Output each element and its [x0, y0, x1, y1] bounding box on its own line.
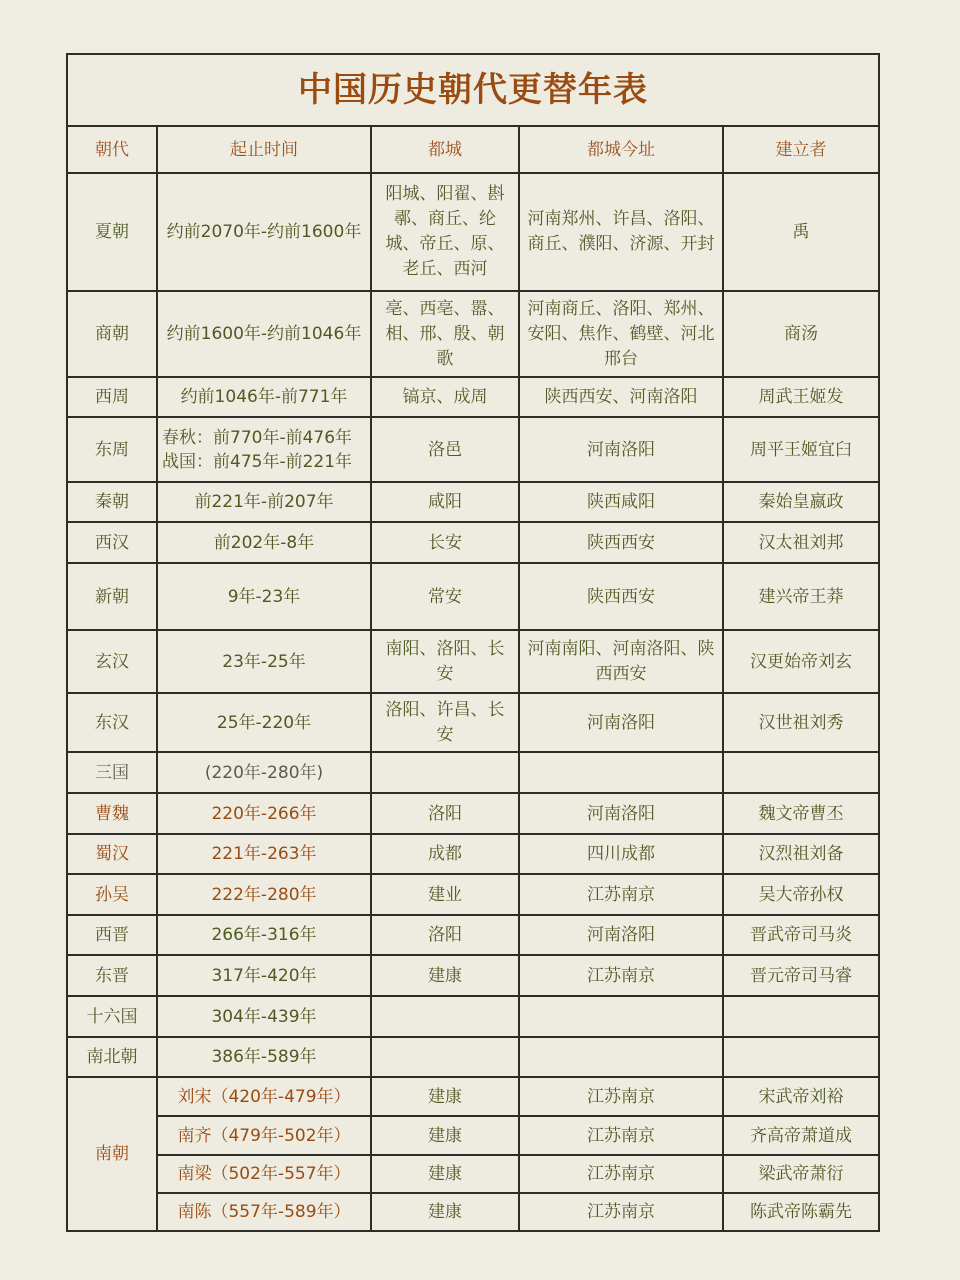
location-cell — [519, 1037, 723, 1077]
founder-cell: 汉烈祖刘备 — [723, 834, 879, 874]
dynasty-cell: 曹魏 — [67, 793, 157, 834]
period-cell: 南梁（502年-557年） — [157, 1155, 371, 1193]
capital-cell: 建康 — [371, 955, 519, 996]
dynasty-table — [66, 53, 880, 1232]
table-row — [67, 1193, 879, 1231]
founder-cell — [723, 752, 879, 793]
location-cell: 河南商丘、洛阳、郑州、安阳、焦作、鹤壁、河北邢台 — [519, 291, 723, 377]
location-cell: 江苏南京 — [519, 1193, 723, 1231]
period-cell: 9年-23年 — [157, 563, 371, 630]
location-cell: 陕西西安 — [519, 522, 723, 563]
dynasty-cell: 西周 — [67, 377, 157, 417]
capital-cell: 建康 — [371, 1193, 519, 1231]
capital-cell — [371, 996, 519, 1037]
dynasty-cell: 夏朝 — [67, 173, 157, 291]
period-cell: (220年-280年) — [157, 752, 371, 793]
capital-cell: 南阳、洛阳、长安 — [371, 630, 519, 693]
period-line-spring-autumn: 春秋：前770年-前476年 — [162, 427, 353, 448]
founder-cell — [723, 996, 879, 1037]
capital-cell: 洛邑 — [371, 417, 519, 482]
period-cell — [157, 417, 371, 482]
table-row — [67, 563, 879, 630]
founder-cell — [723, 1037, 879, 1077]
dynasty-cell: 孙吴 — [67, 874, 157, 915]
period-cell: 前221年-前207年 — [157, 482, 371, 522]
table-row — [67, 1077, 879, 1116]
dynasty-cell: 东汉 — [67, 693, 157, 752]
column-header-capital: 都城 — [371, 126, 519, 173]
table-row — [67, 693, 879, 752]
table-row — [67, 291, 879, 377]
table-row — [67, 1116, 879, 1155]
table-row — [67, 630, 879, 693]
capital-cell: 建康 — [371, 1116, 519, 1155]
location-cell: 江苏南京 — [519, 1077, 723, 1116]
column-header-founder: 建立者 — [723, 126, 879, 173]
founder-cell: 周武王姬发 — [723, 377, 879, 417]
location-cell: 江苏南京 — [519, 1155, 723, 1193]
founder-cell: 秦始皇嬴政 — [723, 482, 879, 522]
period-cell: 220年-266年 — [157, 793, 371, 834]
period-cell: 约前1600年-约前1046年 — [157, 291, 371, 377]
capital-cell — [371, 1037, 519, 1077]
founder-cell: 晋元帝司马睿 — [723, 955, 879, 996]
location-cell: 陕西西安 — [519, 563, 723, 630]
dynasty-cell: 东晋 — [67, 955, 157, 996]
capital-cell — [371, 752, 519, 793]
founder-cell: 周平王姬宜臼 — [723, 417, 879, 482]
founder-cell: 宋武帝刘裕 — [723, 1077, 879, 1116]
period-line-warring-states: 战国：前475年-前221年 — [162, 451, 353, 472]
founder-cell: 晋武帝司马炎 — [723, 915, 879, 955]
capital-cell: 常安 — [371, 563, 519, 630]
capital-cell: 成都 — [371, 834, 519, 874]
period-cell: 221年-263年 — [157, 834, 371, 874]
table-row — [67, 834, 879, 874]
period-cell: 刘宋（420年-479年） — [157, 1077, 371, 1116]
period-cell: 266年-316年 — [157, 915, 371, 955]
table-row — [67, 377, 879, 417]
capital-cell: 洛阳 — [371, 793, 519, 834]
capital-cell: 建业 — [371, 874, 519, 915]
capital-cell: 洛阳 — [371, 915, 519, 955]
table-row — [67, 915, 879, 955]
dynasty-cell: 玄汉 — [67, 630, 157, 693]
header-row — [67, 126, 879, 173]
table-row — [67, 522, 879, 563]
location-cell: 河南洛阳 — [519, 693, 723, 752]
title-row — [67, 54, 879, 126]
capital-cell: 长安 — [371, 522, 519, 563]
table-row — [67, 1155, 879, 1193]
period-cell: 南齐（479年-502年） — [157, 1116, 371, 1155]
period-cell: 386年-589年 — [157, 1037, 371, 1077]
location-cell: 河南洛阳 — [519, 915, 723, 955]
capital-cell: 建康 — [371, 1077, 519, 1116]
founder-cell: 建兴帝王莽 — [723, 563, 879, 630]
founder-cell: 商汤 — [723, 291, 879, 377]
founder-cell: 汉太祖刘邦 — [723, 522, 879, 563]
founder-cell: 齐高帝萧道成 — [723, 1116, 879, 1155]
period-cell: 约前1046年-前771年 — [157, 377, 371, 417]
table-row — [67, 955, 879, 996]
column-header-period: 起止时间 — [157, 126, 371, 173]
table-row — [67, 874, 879, 915]
location-cell: 江苏南京 — [519, 955, 723, 996]
founder-cell: 陈武帝陈霸先 — [723, 1193, 879, 1231]
founder-cell: 禹 — [723, 173, 879, 291]
period-cell: 222年-280年 — [157, 874, 371, 915]
capital-cell: 亳、西亳、嚣、相、邢、殷、朝歌 — [371, 291, 519, 377]
founder-cell: 吴大帝孙权 — [723, 874, 879, 915]
location-cell: 陕西西安、河南洛阳 — [519, 377, 723, 417]
table-row — [67, 793, 879, 834]
period-cell: 304年-439年 — [157, 996, 371, 1037]
capital-cell: 建康 — [371, 1155, 519, 1193]
location-cell: 陕西咸阳 — [519, 482, 723, 522]
group-cell-southern-dynasties: 南朝 — [67, 1077, 157, 1231]
location-cell — [519, 752, 723, 793]
capital-cell: 镐京、成周 — [371, 377, 519, 417]
table-row — [67, 996, 879, 1037]
founder-cell: 梁武帝萧衍 — [723, 1155, 879, 1193]
period-cell: 25年-220年 — [157, 693, 371, 752]
location-cell — [519, 996, 723, 1037]
location-cell: 江苏南京 — [519, 1116, 723, 1155]
dynasty-cell: 南北朝 — [67, 1037, 157, 1077]
page-title: 中国历史朝代更替年表 — [67, 54, 879, 126]
dynasty-cell: 蜀汉 — [67, 834, 157, 874]
table-row — [67, 752, 879, 793]
dynasty-cell: 三国 — [67, 752, 157, 793]
period-cell: 23年-25年 — [157, 630, 371, 693]
founder-cell: 汉世祖刘秀 — [723, 693, 879, 752]
location-cell: 四川成都 — [519, 834, 723, 874]
location-cell: 河南南阳、河南洛阳、陕西西安 — [519, 630, 723, 693]
dynasty-timeline-sheet — [66, 53, 878, 1232]
table-row — [67, 173, 879, 291]
location-cell: 江苏南京 — [519, 874, 723, 915]
period-cell: 约前2070年-约前1600年 — [157, 173, 371, 291]
period-cell: 前202年-8年 — [157, 522, 371, 563]
location-cell: 河南郑州、许昌、洛阳、商丘、濮阳、济源、开封 — [519, 173, 723, 291]
dynasty-cell: 秦朝 — [67, 482, 157, 522]
table-row — [67, 417, 879, 482]
column-header-location: 都城今址 — [519, 126, 723, 173]
table-row — [67, 482, 879, 522]
column-header-dynasty: 朝代 — [67, 126, 157, 173]
founder-cell: 魏文帝曹丕 — [723, 793, 879, 834]
capital-cell: 咸阳 — [371, 482, 519, 522]
founder-cell: 汉更始帝刘玄 — [723, 630, 879, 693]
dynasty-cell: 十六国 — [67, 996, 157, 1037]
dynasty-cell: 西汉 — [67, 522, 157, 563]
capital-cell: 阳城、阳翟、斟鄩、商丘、纶城、帝丘、原、老丘、西河 — [371, 173, 519, 291]
period-cell: 南陈（557年-589年） — [157, 1193, 371, 1231]
period-cell: 317年-420年 — [157, 955, 371, 996]
dynasty-cell: 东周 — [67, 417, 157, 482]
dynasty-cell: 新朝 — [67, 563, 157, 630]
dynasty-cell: 商朝 — [67, 291, 157, 377]
location-cell: 河南洛阳 — [519, 793, 723, 834]
capital-cell: 洛阳、许昌、长安 — [371, 693, 519, 752]
table-row — [67, 1037, 879, 1077]
dynasty-cell: 西晋 — [67, 915, 157, 955]
location-cell: 河南洛阳 — [519, 417, 723, 482]
